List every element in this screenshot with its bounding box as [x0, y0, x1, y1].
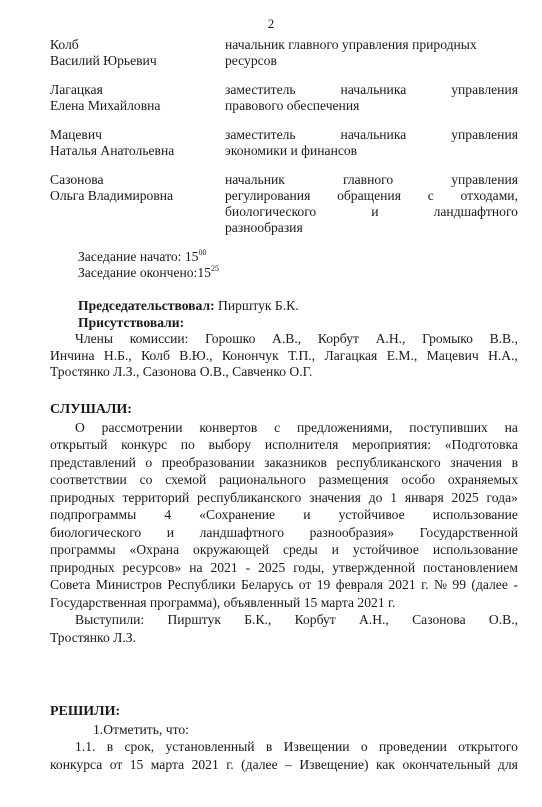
word: начальника: [340, 127, 407, 142]
word: 2025: [451, 489, 479, 505]
word: заместитель: [225, 82, 296, 97]
present-label: Присутствовали:: [78, 314, 185, 330]
text-line: [50, 576, 518, 594]
word: Громыко: [422, 331, 473, 346]
word: охраняемых: [447, 472, 518, 487]
word: конвертов: [199, 419, 258, 435]
member-name-line: Елена Михайловна: [50, 98, 161, 113]
word: 1: [390, 489, 398, 505]
meeting-start-label: Заседание начато: 15: [78, 249, 199, 264]
word: устойчивое: [338, 507, 405, 522]
decision-point-1: 1.Отметить, что:: [93, 721, 189, 737]
word: ресурсов»: [122, 559, 182, 575]
member-name-line: Наталья Анатольевна: [50, 143, 175, 158]
word: республиканского: [336, 454, 441, 470]
text-line: Тростянко Л.З., Сазонова О.В., Савченко О.Г.: [50, 364, 313, 379]
word: для: [497, 756, 518, 772]
member-row: [50, 37, 518, 69]
word: А.Н.,: [375, 331, 406, 346]
word: Н.Б.,: [103, 347, 132, 363]
word: в: [511, 454, 518, 470]
word: В.Ю.,: [179, 347, 213, 363]
word: по: [180, 437, 195, 452]
text-line: [50, 331, 518, 348]
word: -: [513, 577, 518, 592]
word: Министров: [95, 577, 162, 592]
word: природных: [50, 489, 115, 505]
word: заказников: [264, 454, 327, 470]
member-name-line: Колб: [50, 37, 79, 52]
member-name-line: Ольга Владимировна: [50, 188, 174, 203]
word: в: [265, 739, 273, 754]
decided-section: [50, 703, 518, 773]
word: республиканского: [197, 489, 302, 505]
word: О: [75, 419, 85, 435]
word: 2021: [191, 756, 219, 772]
word: программы: [50, 542, 116, 557]
word: и: [331, 542, 339, 557]
word: Выступили:: [75, 612, 145, 627]
word: использование: [432, 507, 518, 522]
member-name: [50, 82, 225, 114]
word: Б.К.,: [244, 612, 272, 627]
word: конкурса: [50, 756, 103, 772]
word: рационального: [219, 472, 306, 487]
word: территорий: [122, 489, 190, 505]
word: постановлением: [423, 559, 518, 575]
word: «Сохранение: [199, 507, 276, 522]
word: 2021: [388, 577, 416, 592]
word: 99: [452, 577, 466, 592]
word: открытого: [458, 739, 518, 754]
meeting-end-minutes: 25: [210, 264, 219, 273]
word: использование: [432, 542, 518, 557]
meeting-end-label: Заседание окончено:15: [78, 265, 211, 280]
text-line: [50, 559, 518, 577]
text-line: [50, 756, 518, 774]
member-row: [50, 82, 518, 114]
word: и: [371, 204, 379, 219]
word: конкурс: [121, 437, 168, 452]
text-line: [225, 172, 518, 188]
word: (далее: [241, 756, 278, 772]
text-line: [50, 436, 518, 454]
word: исполнителя: [264, 437, 339, 452]
text-line: [50, 738, 518, 756]
word: ландшафтного: [199, 524, 285, 540]
word: разнообразия»: [309, 524, 395, 540]
word: Конончук: [221, 347, 279, 363]
word: подпрограммы: [50, 507, 137, 522]
meeting-start: [78, 249, 219, 265]
text-line: правового обеспечения: [225, 98, 360, 113]
member-position: [225, 82, 518, 114]
word: г.: [226, 756, 234, 772]
word: марта: [150, 756, 185, 772]
text-line: [50, 524, 518, 542]
word: утвержденной: [332, 559, 416, 575]
word: преобразовании: [161, 454, 255, 470]
word: предложениями,: [297, 419, 393, 435]
member-row: [50, 172, 518, 236]
word: Горошко: [205, 331, 256, 346]
word: Сазонова: [412, 612, 466, 627]
speakers: [50, 611, 518, 646]
word: выбору: [208, 437, 252, 452]
word: №: [433, 577, 447, 592]
word: «Охрана: [129, 542, 180, 557]
word: размещения: [318, 472, 389, 487]
text-line: [50, 454, 518, 472]
word: на: [504, 419, 518, 435]
decided-heading: РЕШИЛИ:: [50, 704, 121, 719]
text-line: начальник главного управления природных: [225, 37, 477, 52]
meeting-times: [78, 249, 219, 281]
text-line: [225, 82, 518, 98]
member-name: [50, 127, 225, 159]
word: окончательный: [402, 756, 491, 772]
word: схемой: [165, 472, 207, 487]
word: 19: [316, 577, 331, 592]
word: А.Н.,: [358, 612, 389, 627]
word: Извещение): [299, 756, 369, 772]
word: Члены: [75, 331, 114, 346]
member-position: [225, 127, 518, 159]
word: начальника: [340, 82, 407, 97]
word: мероприятия:: [352, 437, 432, 452]
word: Пирштук: [167, 612, 221, 627]
word: Н.А.,: [488, 347, 518, 363]
member-name-line: Мацевич: [50, 127, 102, 142]
word: управления: [451, 172, 518, 187]
word: начальник: [225, 172, 285, 187]
word: представлений: [50, 454, 136, 470]
word: среды: [282, 542, 318, 557]
word: в: [106, 739, 114, 754]
word: и: [166, 524, 175, 540]
text-line: [50, 489, 518, 507]
member-name-line: Сазонова: [50, 172, 104, 187]
page-number: 2: [267, 16, 275, 31]
word: Т.П.,: [288, 347, 316, 363]
word: установленный: [165, 739, 255, 754]
word: Колб: [141, 347, 170, 363]
member-row: [50, 127, 518, 159]
word: Корбут: [317, 331, 359, 346]
text-line: экономики и финансов: [225, 143, 358, 158]
word: управления: [451, 127, 518, 142]
word: Беларусь: [240, 577, 294, 592]
word: о: [360, 739, 368, 754]
text-line: [50, 506, 518, 524]
word: главного: [342, 172, 394, 187]
word: Республики: [167, 577, 236, 592]
word: устойчивое: [352, 542, 419, 557]
heard-heading: СЛУШАЛИ:: [50, 402, 132, 417]
word: и: [303, 507, 311, 522]
word: Совета: [50, 577, 91, 592]
word: на: [189, 559, 203, 575]
word: значения: [309, 489, 361, 505]
heard-text: [50, 419, 518, 612]
text-line: [50, 471, 518, 489]
word: открытый: [50, 437, 108, 452]
text-line: Тростянко Л.З.: [50, 629, 136, 645]
word: Корбут: [294, 612, 336, 627]
word: с: [274, 419, 281, 435]
attendance-block: [50, 298, 518, 381]
word: Инчина: [50, 347, 95, 363]
word: управления: [451, 82, 518, 97]
chair-line: [50, 298, 518, 315]
text-line: [225, 127, 518, 143]
word: года»: [486, 489, 518, 505]
member-name-line: Лагацкая: [50, 82, 103, 97]
word: с: [427, 188, 434, 203]
text-line: [50, 419, 518, 437]
word: Е.М.,: [386, 347, 418, 363]
member-position: [225, 172, 518, 236]
word: Государственной: [419, 524, 518, 540]
text-line: Государственная программа), объявленный 15 марта 2021 г.: [50, 594, 396, 610]
word: комиссии:: [129, 331, 189, 346]
text-line: [50, 541, 518, 559]
text-line: [225, 188, 518, 204]
decision-text: [50, 738, 518, 773]
word: февраля: [335, 577, 384, 592]
word: срок,: [124, 739, 155, 754]
text-line: ресурсов: [225, 53, 277, 68]
word: А.В.,: [272, 331, 302, 346]
word: годы,: [293, 559, 325, 575]
word: биологического: [225, 204, 317, 219]
word: как: [375, 756, 396, 772]
word: заместитель: [225, 127, 296, 142]
word: (далее: [471, 577, 508, 592]
word: января: [404, 489, 444, 505]
word: О.В.,: [488, 612, 518, 627]
word: о: [145, 454, 153, 470]
word: ландшафтного: [433, 204, 518, 219]
word: 15: [129, 756, 144, 772]
word: г.: [421, 577, 429, 592]
meeting-start-minutes: 00: [198, 248, 207, 257]
member-name-line: Василий Юрьевич: [50, 53, 157, 68]
word: «Подготовка: [444, 437, 518, 452]
word: природных: [50, 559, 115, 575]
member-name: [50, 172, 225, 236]
commission-members-table: [50, 37, 518, 249]
member-name: [50, 37, 225, 69]
word: обращения: [337, 188, 401, 203]
word: поступивших: [409, 419, 488, 435]
word: проведении: [379, 739, 447, 754]
text-line: [50, 348, 518, 365]
heard-section: [50, 401, 518, 646]
word: особо: [401, 472, 436, 487]
word: биологического: [50, 524, 142, 540]
word: Лагацкая: [324, 347, 378, 363]
text-line: разнообразия: [225, 220, 303, 235]
word: от: [109, 756, 123, 772]
word: 1.1.: [75, 739, 96, 754]
word: –: [285, 756, 292, 772]
word: 2025: [258, 559, 286, 575]
word: значения: [450, 454, 503, 470]
word: -: [245, 559, 251, 575]
word: регулирования: [225, 188, 311, 203]
word: со: [139, 472, 153, 487]
word: до: [368, 489, 383, 505]
present-members: [50, 331, 518, 381]
word: Извещении: [283, 739, 350, 754]
word: 4: [164, 507, 172, 522]
chair-name: Пирштук Б.К.: [218, 298, 299, 313]
meeting-end: [78, 265, 219, 281]
text-line: [50, 611, 518, 629]
word: соответствии: [50, 472, 127, 487]
word: 2021: [210, 559, 238, 575]
text-line: [225, 204, 518, 220]
chair-label: Председательствовал:: [78, 298, 215, 313]
member-position: [225, 37, 518, 69]
word: от: [298, 577, 312, 592]
word: В.В.,: [489, 331, 518, 346]
word: Мацевич: [426, 347, 479, 363]
word: окружающей: [193, 542, 270, 557]
word: отходами,: [460, 188, 518, 203]
word: рассмотрении: [101, 419, 183, 435]
